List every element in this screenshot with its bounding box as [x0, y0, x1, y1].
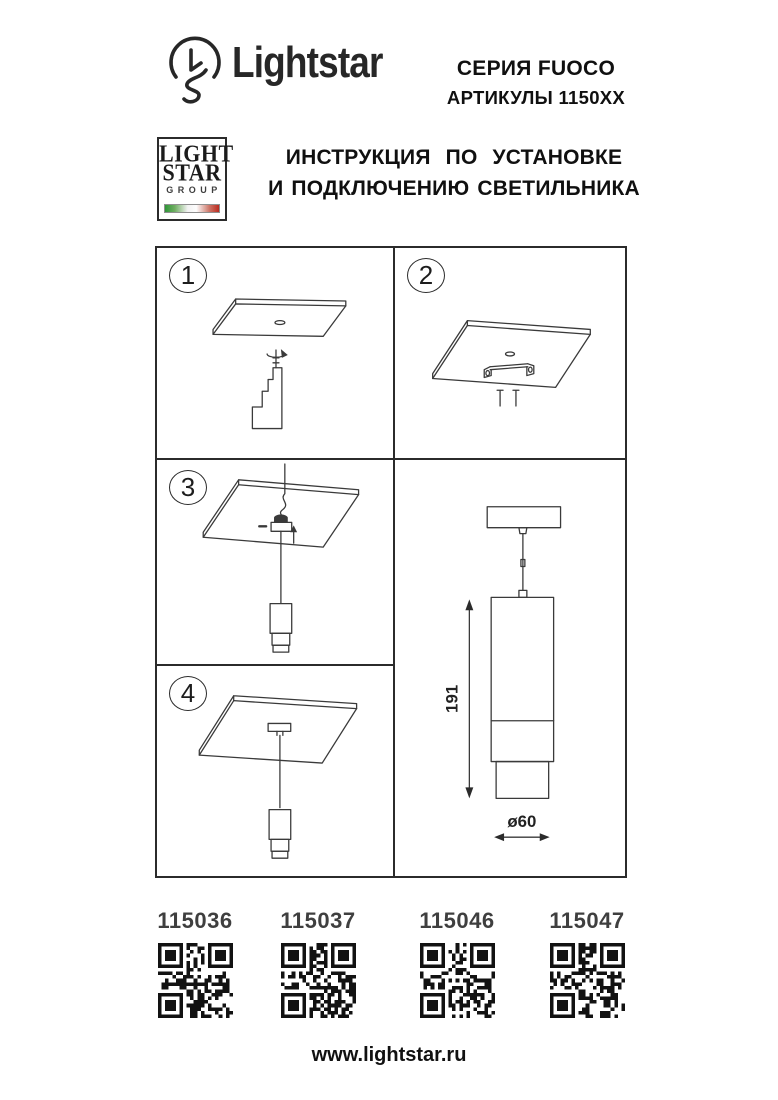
- dimension-panel: [395, 460, 625, 876]
- website-url: www.lightstar.ru: [311, 1044, 467, 1066]
- step-panel-2: [395, 248, 625, 460]
- wire-clamp: [274, 514, 288, 522]
- badge-word-light: LIGHT: [159, 140, 234, 167]
- brand-logo: [164, 36, 411, 110]
- dim-arrowhead-right: [540, 833, 550, 841]
- dimension-height-label: 191: [442, 684, 462, 713]
- article-code: 115046: [419, 908, 495, 933]
- step-number: 4: [180, 678, 196, 708]
- qr-code: [281, 943, 356, 1018]
- series-block: [438, 57, 634, 109]
- page-title-line2: И ПОДКЛЮЧЕНИЮ СВЕТИЛЬНИКА: [268, 177, 640, 200]
- article-code: 115037: [280, 908, 356, 933]
- article-item: [263, 908, 373, 1023]
- article-item: [532, 908, 642, 1023]
- step-number-badge: [407, 258, 445, 293]
- qr-code: [158, 943, 233, 1018]
- step-panel-1: [157, 248, 395, 460]
- step-number-badge: [169, 676, 207, 711]
- badge-word-group: GROUP: [166, 185, 222, 195]
- step-number: 1: [180, 260, 196, 290]
- article-code: 115036: [157, 908, 233, 933]
- step-panel-4: [157, 666, 395, 876]
- italian-flag-stripe: [164, 204, 220, 213]
- step-panel-3: [157, 460, 395, 666]
- qr-code: [420, 943, 495, 1018]
- brand-wordmark: Lightstar: [232, 38, 383, 87]
- series-articles: АРТИКУЛЫ 1150XX: [446, 87, 626, 108]
- badge-word-star: STAR: [162, 159, 222, 186]
- article-code: 115047: [549, 908, 625, 933]
- product-dimension-drawing: [395, 460, 625, 876]
- page-title: [268, 146, 640, 201]
- instruction-grid: [155, 246, 627, 878]
- qr-code: [550, 943, 625, 1018]
- lightstar-group-badge: [157, 137, 234, 221]
- dim-arrowhead-left: [494, 833, 504, 841]
- dimension-diameter-label: ø60: [507, 812, 537, 832]
- rotation-arrowhead: [281, 349, 288, 358]
- step-number: 3: [180, 472, 196, 502]
- dim-arrowhead-top: [465, 599, 473, 610]
- article-item: [140, 908, 250, 1023]
- article-item: [402, 908, 512, 1023]
- step-number-badge: [169, 258, 207, 293]
- bulb-icon: [164, 36, 226, 110]
- step-number-badge: [169, 470, 207, 505]
- page-title-line1: ИНСТРУКЦИЯ ПО УСТАНОВКЕ: [285, 146, 623, 169]
- series-name: СЕРИЯ FUOCO: [456, 57, 616, 80]
- step-number: 2: [418, 260, 434, 290]
- dim-arrowhead-bottom: [465, 787, 473, 798]
